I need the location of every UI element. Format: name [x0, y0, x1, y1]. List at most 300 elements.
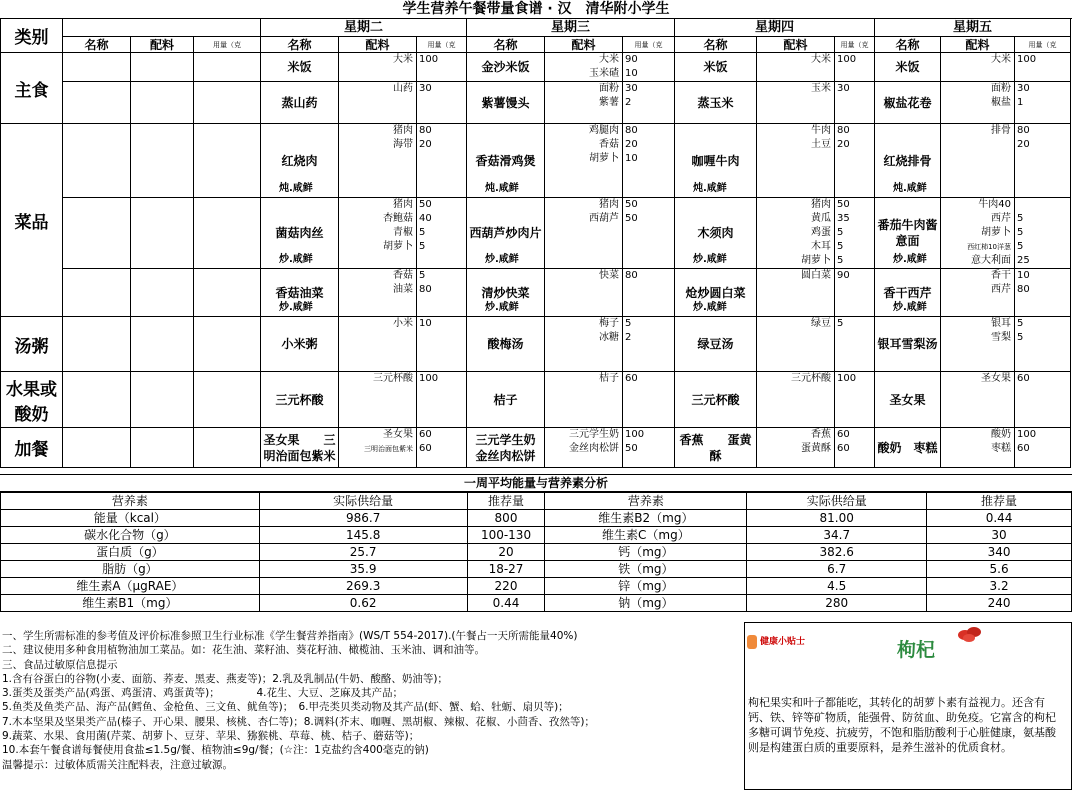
ingredient: 紫薯 — [599, 97, 619, 108]
dish-name — [875, 198, 941, 269]
health-tip-badge — [747, 633, 809, 651]
col-quantity-header: 用量（克 — [623, 37, 675, 53]
dish-name — [467, 372, 545, 428]
monday-name-cell — [63, 317, 131, 372]
ingredient: 海带 — [393, 139, 413, 150]
dish-name — [875, 317, 941, 372]
quantity: 100 — [1017, 54, 1037, 65]
monday-ingredient-cell — [131, 124, 194, 198]
ingredient-list — [545, 124, 623, 198]
nutrition-cell: 25.7 — [259, 544, 467, 561]
dish-name-text: 米饭 — [895, 60, 920, 74]
category-header: 类别 — [1, 19, 63, 53]
dish-name — [261, 53, 339, 82]
note-line: 一、学生所需标准的参考值及评价标准参照卫生行业标准《学生餐营养指南》(WS/T 554-2017).(午餐占一天所需能量40%) — [2, 630, 578, 642]
category-fruit: 水果或酸奶 — [1, 372, 63, 428]
category-soup: 汤粥 — [1, 317, 63, 372]
dish-name — [875, 428, 941, 468]
dish-name — [675, 124, 757, 198]
dish-name-text: 圣女果 三明治面包紫米 — [263, 432, 336, 463]
quantity-list — [623, 198, 675, 269]
ingredient: 青椒 — [393, 227, 413, 238]
quantity: 30 — [1017, 83, 1030, 94]
quantity: 2 — [625, 97, 632, 108]
dish-name-text: 红烧肉 — [281, 153, 318, 168]
nutrition-cell: 钙（mg） — [545, 544, 747, 561]
category-snack: 加餐 — [1, 428, 63, 468]
quantity-list — [835, 82, 875, 124]
ingredient-list — [941, 269, 1015, 317]
note-line: 温馨提示：过敏体质需关注配料表，注意过敏源。 — [2, 758, 233, 771]
quantity-list — [835, 198, 875, 269]
nutrition-cell: 30 — [927, 527, 1072, 544]
ingredient-list — [941, 124, 1015, 198]
nutrition-row — [1, 510, 1072, 527]
dish-name-text: 咖喱牛肉 — [691, 153, 740, 168]
quantity: 100 — [1017, 429, 1037, 440]
quantity: 20 — [837, 139, 850, 150]
nutrition-cell: 240 — [927, 595, 1072, 612]
cooking-method: 炒.咸鲜 — [485, 254, 519, 265]
quantity: 60 — [625, 373, 638, 384]
quantity: 20 — [625, 139, 638, 150]
ingredient-list — [339, 124, 417, 198]
dish-name — [261, 269, 339, 317]
quantity: 100 — [837, 54, 857, 65]
nutrition-cell: 145.8 — [259, 527, 467, 544]
dish-name-text: 紫薯馒头 — [481, 95, 530, 110]
dish-name-text: 香蕉 蛋黄酥 — [679, 432, 752, 463]
ingredient: 鸡腿肉 — [589, 125, 619, 136]
quantity: 5 — [625, 318, 632, 329]
nutrition-row — [1, 561, 1072, 578]
ingredient: 圣女果 — [383, 429, 413, 440]
quantity-list — [1015, 428, 1071, 468]
ingredient: 桔子 — [599, 373, 619, 384]
ingredient-list — [941, 82, 1015, 124]
monday-name-cell — [63, 124, 131, 198]
ingredient: 圣女果 — [981, 373, 1011, 384]
quantity: 80 — [419, 125, 432, 136]
quantity: 80 — [419, 284, 432, 295]
ingredient-list — [941, 198, 1015, 269]
ingredient-list — [941, 317, 1015, 372]
quantity: 5 — [837, 318, 844, 329]
col-ingredient-header: 配料 — [131, 37, 194, 53]
dish-name — [875, 53, 941, 82]
quantity: 100 — [837, 373, 857, 384]
quantity-list — [835, 317, 875, 372]
nutrition-cell: 维生素B2（mg） — [545, 510, 747, 527]
category-dish: 菜品 — [1, 124, 63, 317]
quantity: 5 — [419, 270, 426, 281]
ingredient: 西芹 — [991, 213, 1011, 224]
health-tip-panel — [744, 622, 1072, 790]
nutrition-cell: 35.9 — [259, 561, 467, 578]
quantity-list — [1015, 124, 1071, 198]
ingredient: 猪肉 — [599, 199, 619, 210]
nutrition-cell: 34.7 — [747, 527, 927, 544]
quantity: 40 — [419, 213, 432, 224]
quantity: 80 — [1017, 284, 1030, 295]
dish-name — [261, 198, 339, 269]
dish-name-text: 酸梅汤 — [487, 337, 524, 351]
dish-name-text: 米饭 — [287, 60, 312, 74]
notes-block — [2, 629, 742, 772]
ingredient: 西芹 — [991, 284, 1011, 295]
monday-ingredient-cell — [131, 428, 194, 468]
nutrition-cell: 维生素C（mg） — [545, 527, 747, 544]
ingredient: 胡萝卜 — [589, 153, 619, 164]
badge-label: 健康小贴士 — [760, 637, 806, 647]
dish-name-text: 小米粥 — [281, 337, 318, 351]
col-name-header: 名称 — [467, 37, 545, 53]
nutrition-cell: 碳水化合物（g） — [1, 527, 260, 544]
dish-name — [467, 124, 545, 198]
col-name-header: 名称 — [875, 37, 941, 53]
ingredient-list — [757, 372, 835, 428]
dish-name-text: 蒸山药 — [281, 95, 318, 110]
ingredient-list — [339, 428, 417, 468]
quantity-list — [623, 428, 675, 468]
cooking-method: 炖.咸鲜 — [485, 183, 519, 194]
nutrition-cell: 18-27 — [467, 561, 545, 578]
dish-name-text: 香菇油菜 — [275, 285, 324, 300]
ingredient: 猪肉 — [393, 125, 413, 136]
col-quantity-header: 用量（克 — [417, 37, 467, 53]
ingredient: 胡萝卜 — [981, 227, 1011, 238]
col-quantity-header: 用量（克 — [194, 37, 261, 53]
tip-text: 枸杞果实和叶子都能吃，其转化的胡萝卜素有益视力。还含有钙、铁、锌等矿物质，能强骨、防贫血、助免疫。它富含的枸杞多糖可调节免疫、抗疲劳，不饱和脂肪酸利于心脏健康，氨基酸则是构建蛋白质的重要原料，是养生滋补的优质食材。 — [748, 696, 1056, 754]
dish-name-text: 绿豆汤 — [697, 337, 734, 351]
ingredient: 三元杯酸 — [373, 373, 413, 384]
ingredient: 香菇 — [599, 139, 619, 150]
monday-ingredient-cell — [131, 53, 194, 82]
nutrition-cell: 280 — [747, 595, 927, 612]
quantity-list — [1015, 372, 1071, 428]
quantity: 30 — [625, 83, 638, 94]
col-name-header: 名称 — [675, 37, 757, 53]
nutrition-row — [1, 595, 1072, 612]
quantity-list — [417, 372, 467, 428]
ingredient: 胡萝卜 — [801, 255, 831, 266]
dish-name — [875, 82, 941, 124]
nutrition-row — [1, 544, 1072, 561]
nutrition-cell: 钠（mg） — [545, 595, 747, 612]
page-title: 学生营养午餐带量食谱 · 汉 清华附小学生 — [0, 0, 1072, 19]
quantity: 50 — [837, 199, 850, 210]
dish-name — [261, 428, 339, 468]
quantity: 80 — [625, 125, 638, 136]
nutrition-cell: 蛋白质（g） — [1, 544, 260, 561]
quantity: 100 — [625, 429, 645, 440]
nutrition-cell: 20 — [467, 544, 545, 561]
ingredient: 西红柿10洋葱 — [967, 243, 1011, 251]
quantity: 50 — [625, 443, 638, 454]
nutrition-cell: 维生素B1（mg） — [1, 595, 260, 612]
ingredient: 绿豆 — [811, 318, 831, 329]
ingredient-list — [941, 53, 1015, 82]
day-header-blank — [63, 19, 261, 37]
quantity: 5 — [1017, 241, 1024, 252]
quantity: 60 — [419, 443, 432, 454]
dish-name-text: 酸奶 枣糕 — [877, 440, 938, 455]
dish-name-text: 菌菇肉丝 — [275, 226, 324, 240]
dish-name — [675, 53, 757, 82]
monday-name-cell — [63, 269, 131, 317]
monday-name-cell — [63, 372, 131, 428]
quantity-list — [835, 372, 875, 428]
nutrition-cell: 800 — [467, 510, 545, 527]
quantity-list — [623, 269, 675, 317]
monday-quantity-cell — [194, 372, 261, 428]
ingredient: 金丝肉松饼 — [569, 443, 619, 454]
col-quantity-header: 用量（克 — [1015, 37, 1071, 53]
quantity: 5 — [837, 255, 844, 266]
dish-name-text: 番茄牛肉酱意面 — [877, 218, 938, 248]
nutrition-cell: 220 — [467, 578, 545, 595]
nutrition-cell: 推荐量 — [927, 493, 1072, 510]
nutrition-cell: 5.6 — [927, 561, 1072, 578]
nutrition-cell: 营养素 — [1, 493, 260, 510]
ingredient: 黄瓜 — [811, 213, 831, 224]
dish-name-text: 红烧排骨 — [883, 153, 932, 168]
quantity: 30 — [419, 83, 432, 94]
quantity-list — [623, 82, 675, 124]
ingredient: 冰糖 — [599, 332, 619, 343]
quantity: 60 — [419, 429, 432, 440]
dish-name — [261, 124, 339, 198]
monday-name-cell — [63, 82, 131, 124]
col-name-header: 名称 — [261, 37, 339, 53]
dish-name — [675, 372, 757, 428]
ingredient-list — [757, 269, 835, 317]
dish-name-text: 金沙米饭 — [481, 60, 530, 74]
monday-quantity-cell — [194, 269, 261, 317]
ingredient: 蛋黄酥 — [801, 443, 831, 454]
cooking-method: 炒.咸鲜 — [693, 302, 727, 313]
dish-name-text: 三元学生奶 金丝肉松饼 — [475, 432, 548, 463]
quantity: 35 — [837, 213, 850, 224]
monday-ingredient-cell — [131, 82, 194, 124]
quantity: 60 — [1017, 443, 1030, 454]
ingredient-list — [757, 82, 835, 124]
dish-name — [875, 124, 941, 198]
nutrition-header-row — [1, 493, 1072, 510]
category-main: 主食 — [1, 53, 63, 124]
quantity: 5 — [1017, 213, 1024, 224]
ingredient: 香蕉 — [811, 429, 831, 440]
nutrition-cell: 实际供给量 — [747, 493, 927, 510]
quantity-list — [1015, 269, 1071, 317]
quantity: 20 — [419, 139, 432, 150]
ingredient-list — [545, 428, 623, 468]
quantity-list — [1015, 53, 1071, 82]
monday-quantity-cell — [194, 82, 261, 124]
quantity-list — [1015, 82, 1071, 124]
dish-name — [467, 269, 545, 317]
ingredient-list — [545, 82, 623, 124]
dish-name — [467, 53, 545, 82]
goji-berry-icon — [955, 623, 985, 643]
quantity: 90 — [837, 270, 850, 281]
quantity: 100 — [419, 373, 439, 384]
cooking-method: 炒.咸鲜 — [893, 254, 927, 265]
quantity: 50 — [419, 199, 432, 210]
dish-name-text: 香菇滑鸡煲 — [475, 153, 536, 168]
dish-name — [467, 317, 545, 372]
ingredient: 山药 — [393, 83, 413, 94]
cooking-method: 炖.咸鲜 — [279, 183, 313, 194]
ingredient-list — [339, 269, 417, 317]
tip-heading: 枸杞 — [897, 639, 936, 661]
ingredient: 梅子 — [599, 318, 619, 329]
monday-ingredient-cell — [131, 269, 194, 317]
quantity: 80 — [1017, 125, 1030, 136]
dish-name-text: 圣女果 — [889, 392, 926, 407]
dish-name — [467, 428, 548, 468]
quantity: 90 — [625, 54, 638, 65]
ingredient-list — [757, 53, 835, 82]
week-analysis-title: 一周平均能量与营养素分析 — [0, 474, 1072, 492]
ingredient: 椒盐 — [991, 97, 1011, 108]
nutrition-cell: 实际供给量 — [259, 493, 467, 510]
quantity: 60 — [1017, 373, 1030, 384]
ingredient: 面粉 — [991, 83, 1011, 94]
note-line: 3.蛋类及蛋类产品(鸡蛋、鸡蛋清、鸡蛋黄等)； 4.花生、大豆、芝麻及其产品； — [2, 687, 403, 700]
ingredient-list — [545, 53, 623, 82]
ingredient-list — [339, 198, 417, 269]
quantity: 10 — [1017, 270, 1030, 281]
dish-name-text: 炝炒圆白菜 — [685, 285, 746, 300]
cooking-method: 炒.咸鲜 — [893, 302, 927, 313]
dish-name — [675, 198, 757, 269]
nutrition-cell: 81.00 — [747, 510, 927, 527]
monday-ingredient-cell — [131, 198, 194, 269]
nutrition-cell: 锌（mg） — [545, 578, 747, 595]
quantity — [1017, 198, 1068, 212]
ingredient: 猪肉 — [811, 199, 831, 210]
quantity: 5 — [837, 241, 844, 252]
nutrition-row — [1, 527, 1072, 544]
quantity-list — [417, 53, 467, 82]
ingredient: 玉米 — [811, 83, 831, 94]
monday-name-cell — [63, 53, 131, 82]
quantity: 20 — [1017, 139, 1030, 150]
quantity-list — [623, 53, 675, 82]
quantity: 5 — [419, 241, 426, 252]
quantity: 25 — [1017, 255, 1030, 266]
ingredient: 圆白菜 — [801, 270, 831, 281]
dish-name — [675, 269, 757, 317]
col-ingredient-header: 配料 — [339, 37, 417, 53]
monday-quantity-cell — [194, 317, 261, 372]
col-ingredient-header: 配料 — [757, 37, 835, 53]
dish-name-text: 银耳雪梨汤 — [877, 337, 938, 351]
note-line: 1.含有谷蛋白的谷物(小麦、面筋、荞麦、黑麦、燕麦等)；2.乳及乳制品(牛奶、酸酪、奶油等)； — [2, 672, 448, 685]
day-header: 星期二 — [261, 19, 467, 37]
ingredient: 大米 — [393, 54, 413, 65]
dish-name-text: 三元杯酸 — [275, 392, 324, 407]
ingredient: 排骨 — [991, 125, 1011, 136]
ingredient: 大米 — [811, 54, 831, 65]
nutrition-cell: 0.62 — [259, 595, 467, 612]
ingredient: 枣糕 — [991, 443, 1011, 454]
dish-name — [261, 82, 339, 124]
quantity-list — [623, 372, 675, 428]
cooking-method: 炖.咸鲜 — [693, 183, 727, 194]
ingredient-list — [545, 198, 623, 269]
ingredient-list — [545, 317, 623, 372]
col-ingredient-header: 配料 — [941, 37, 1015, 53]
ingredient: 牛肉 — [811, 125, 831, 136]
ingredient: 雪梨 — [991, 332, 1011, 343]
quantity-list — [835, 428, 875, 468]
quantity-list — [835, 269, 875, 317]
nutrition-cell: 269.3 — [259, 578, 467, 595]
nutrition-cell: 340 — [927, 544, 1072, 561]
ingredient: 西葫芦 — [589, 213, 619, 224]
dish-name-text: 木须肉 — [697, 226, 734, 240]
monday-name-cell — [63, 198, 131, 269]
dish-name — [675, 317, 757, 372]
ingredient: 牛肉40 — [978, 199, 1011, 210]
quantity-list — [623, 317, 675, 372]
menu-table — [0, 18, 1071, 468]
dish-name — [467, 198, 545, 269]
cooking-method: 炒.咸鲜 — [485, 302, 519, 313]
nutrition-cell: 3.2 — [927, 578, 1072, 595]
quantity-list — [835, 124, 875, 198]
dish-name — [675, 428, 757, 468]
ingredient-list — [339, 53, 417, 82]
col-ingredient-header: 配料 — [545, 37, 623, 53]
quantity: 60 — [837, 443, 850, 454]
nutrition-cell: 推荐量 — [467, 493, 545, 510]
quantity: 10 — [419, 318, 432, 329]
nutrition-cell: 100-130 — [467, 527, 545, 544]
quantity: 5 — [1017, 227, 1024, 238]
nutrition-cell: 6.7 — [747, 561, 927, 578]
ingredient-list — [941, 428, 1015, 468]
dish-name-text: 桔子 — [493, 392, 518, 407]
child-icon — [747, 635, 757, 649]
quantity: 2 — [625, 332, 632, 343]
quantity: 5 — [837, 227, 844, 238]
ingredient: 猪肉 — [393, 199, 413, 210]
day-header: 星期五 — [875, 19, 1071, 37]
ingredient-list — [339, 372, 417, 428]
nutrition-table — [0, 492, 1072, 612]
nutrition-cell: 4.5 — [747, 578, 927, 595]
note-line: 二、建议使用多种食用植物油加工菜品。如：花生油、菜籽油、葵花籽油、橄榄油、玉米油、调和油等。 — [2, 644, 485, 657]
cooking-method: 炖.咸鲜 — [893, 183, 927, 194]
ingredient: 三元杯酸 — [791, 373, 831, 384]
nutrition-cell: 维生素A（μgRAE） — [1, 578, 260, 595]
dish-name-text: 蒸玉米 — [697, 95, 734, 110]
ingredient-list — [757, 317, 835, 372]
dish-name — [261, 372, 339, 428]
monday-quantity-cell — [194, 428, 261, 468]
nutrition-cell: 986.7 — [259, 510, 467, 527]
ingredient: 意大利面 — [971, 255, 1011, 266]
ingredient: 三明治面包紫米 — [364, 445, 413, 453]
dish-name — [875, 372, 941, 428]
quantity: 5 — [419, 227, 426, 238]
cooking-method: 炒.咸鲜 — [279, 254, 313, 265]
quantity-list — [417, 317, 467, 372]
dish-name-text: 香干西芹 — [883, 285, 932, 300]
